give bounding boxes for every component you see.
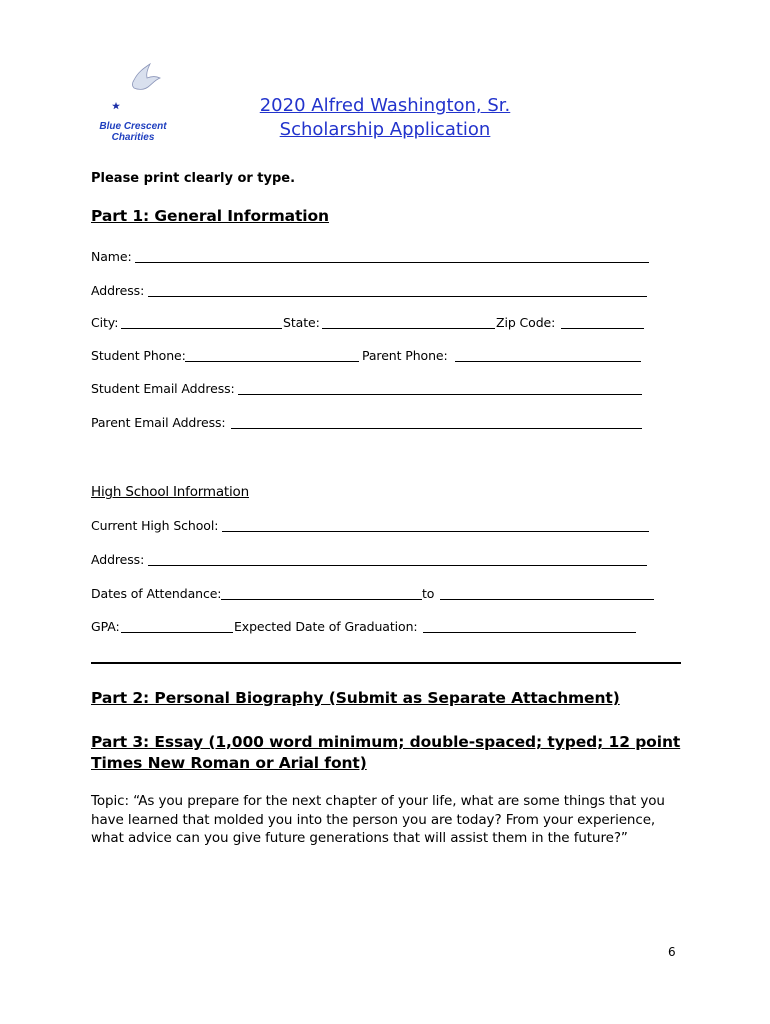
logo-line-2: Charities (111, 132, 155, 143)
part3-heading-line-2: Times New Roman or Arial font) (91, 754, 367, 772)
part3-heading (91, 732, 680, 774)
address-label: Address: (91, 283, 145, 298)
attendance-end-field[interactable] (440, 599, 654, 600)
student-email-field[interactable] (238, 394, 642, 395)
student-email-label: Student Email Address: (91, 381, 235, 396)
instructions: Please print clearly or type. (91, 171, 296, 186)
dates-attendance-label: Dates of Attendance: (91, 586, 222, 601)
logo-caption (90, 121, 176, 143)
attendance-start-field[interactable] (221, 599, 422, 600)
city-label: City: (91, 315, 119, 330)
current-high-school-label: Current High School: (91, 518, 219, 533)
zip-field[interactable] (561, 328, 644, 329)
section-divider (91, 662, 681, 664)
dove-icon (133, 64, 161, 89)
title-line-1: 2020 Alfred Washington, Sr. (259, 95, 511, 116)
address-field[interactable] (148, 296, 647, 297)
state-label: State: (283, 315, 320, 330)
graduation-field[interactable] (423, 632, 636, 633)
parent-email-field[interactable] (231, 428, 642, 429)
state-field[interactable] (322, 328, 495, 329)
parent-phone-label: Parent Phone: (362, 348, 448, 363)
blue-crescent-charities-logo (92, 54, 172, 116)
high-school-heading: High School Information (91, 484, 249, 500)
essay-topic: Topic: “As you prepare for the next chapter of your life, what are some things that you have learned that molded you into the person you are today? From your experience, what advice can you give future generations that will assist them in the future?” (91, 793, 665, 846)
current-high-school-field[interactable] (222, 531, 649, 532)
part2-heading: Part 2: Personal Biography (Submit as Separate Attachment) (91, 689, 620, 707)
star-icon (103, 74, 113, 83)
star-icon (119, 64, 125, 70)
page-number: 6 (668, 945, 676, 959)
title-line-2: Scholarship Application (279, 119, 491, 140)
logo-line-1: Blue Crescent (99, 121, 167, 132)
city-field[interactable] (121, 328, 282, 329)
parent-email-label: Parent Email Address: (91, 415, 226, 430)
zip-label: Zip Code: (496, 315, 556, 330)
student-phone-label: Student Phone: (91, 348, 186, 363)
gpa-label: GPA: (91, 619, 120, 634)
to-label: to (422, 586, 435, 601)
school-address-field[interactable] (148, 565, 647, 566)
student-phone-field[interactable] (185, 361, 359, 362)
part1-heading: Part 1: General Information (91, 207, 329, 225)
part3-heading-line-1: Part 3: Essay (1,000 word minimum; double-spaced; typed; 12 point (91, 733, 681, 751)
graduation-label: Expected Date of Graduation: (234, 619, 418, 634)
star-icon (98, 90, 106, 97)
parent-phone-field[interactable] (455, 361, 641, 362)
school-address-label: Address: (91, 552, 145, 567)
gpa-field[interactable] (121, 632, 233, 633)
star-icon (112, 102, 120, 109)
name-field[interactable] (135, 262, 649, 263)
page-title (200, 94, 570, 142)
name-label: Name: (91, 249, 132, 264)
